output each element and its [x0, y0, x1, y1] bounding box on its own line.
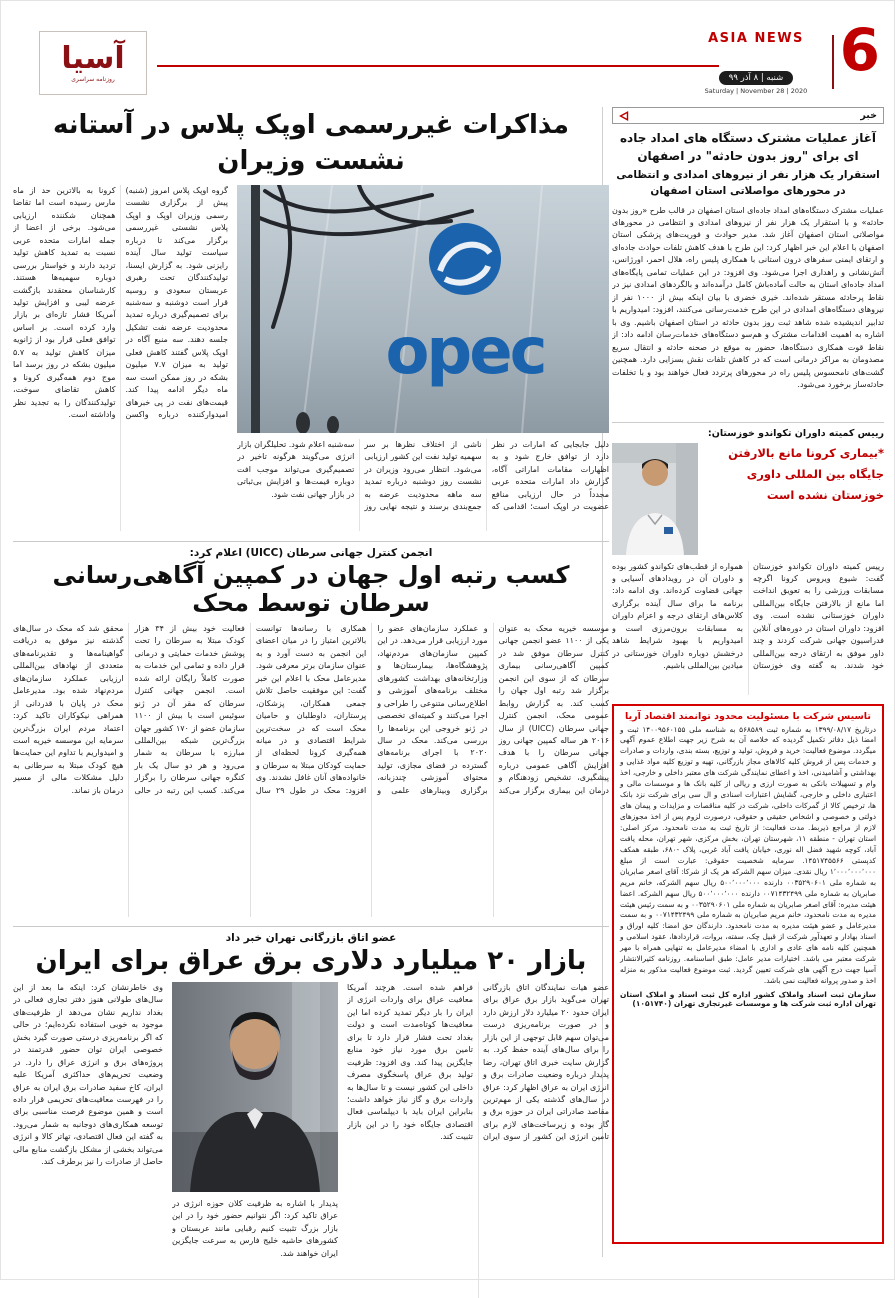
page-header — [11, 16, 884, 103]
brand-block — [686, 31, 826, 95]
iraq-body-right: عضو هیات نمایندگان اتاق بازرگانی تهران می‌گوید بازار برق عراق برای ایران حدود ۲۰ میلیارد دلار ارزش دارد و در صورت برنامه‌ریزی درست می‌توان سهم قابل توجهی از این بازار را برای سال‌های آینده حفظ کرد. به گزارش سایت خبری اتاق تهران، رضا پدیدار درباره وضعیت صادرات برق و انرژی ایران به عراق اظهار کرد: عراق در سال‌های گذشته یکی از مهم‌ترین مقاصد صادراتی ایران در حوزه برق و گاز بوده و زیرساخت‌های لازم برای تامین انرژی این کشور از سوی ایران فراهم شده است. هرچند آمریکا معافیت عراق برای واردات انرژی از ایران را بار دیگر تمدید کرده اما این معافیت‌ها کوتاه‌مدت است و دولت بغداد تحت فشار قرار دارد تا برای تامین برق مورد نیاز خود منابع جایگزین پیدا کند. وی افزود: ظرفیت تولید برق عراق پاسخگوی مصرف داخلی این کشور نیست و تا سال‌ها به واردات برق و گاز نیاز خواهد داشت؛ بنابراین ایران باید با دیپلماسی فعال اقتصادی جایگاه خود را در این بازار تثبیت کند. — [347, 982, 609, 1142]
article-opec — [13, 107, 609, 531]
page-number: 6 — [839, 16, 880, 84]
iraq-headline: بازار ۲۰ میلیارد دلاری برق عراق برای ایران — [35, 945, 587, 976]
article-kicker: رییس کمیته داوران تکواندو خوزستان: — [707, 427, 884, 439]
logo-wordmark: آسیا — [61, 41, 125, 77]
article-title-red: *بیماری کرونا مانع بالارفتن جایگاه بین المللی داوری خوزستان نشده است — [728, 445, 884, 503]
mahak-body: موسسه خیریه محک به عنوان یکی از ۱۱۰۰ عضو انجمن جهانی کنترل سرطان موفق شد در کمپین آگاهی‌رسانی بیماری سرطان که از سوی این انجمن برگزار شد رتبه اول جهان را کسب کند. به گزارش روابط عمومی محک، انجمن کنترل جهانی سرطان (UICC) از سال ۲۰۱۶ هر ساله کمپین جهانی روز جهانی سرطان را با هدف افزایش آگاهی عمومی درباره پیشگیری، تشخیص زودهنگام و درمان این بیماری برگزار می‌کند و عملکرد سازمان‌های عضو را مورد ارزیابی قرار می‌دهد. در این کمپین سازمان‌های مردم‌نهاد، پژوهشگاه‌ها، بیمارستان‌ها و وزارتخانه‌های بهداشت کشورهای مختلف برنامه‌های آموزشی و اطلاع‌رسانی متنوعی را طراحی و اجرا می‌کنند و کمیته‌ای تخصصی در ژنو خروجی این برنامه‌ها را بررسی می‌کند. محک در سال ۲۰۲۰ با اجرای برنامه‌های گسترده در فضای مجازی، تولید محتوای آموزشی چندزبانه، برگزاری وبینارهای علمی و همکاری با رسانه‌ها توانست بالاترین امتیاز را در میان اعضای این انجمن به دست آورد و به عنوان سازمان برتر معرفی شود. مدیرعامل محک با اعلام این خبر گفت: این موفقیت حاصل تلاش جمعی همکاران، پزشکان، پرستاران، داوطلبان و حامیان محک است که در سخت‌ترین شرایط اقتصادی و در میانه همه‌گیری کرونا لحظه‌ای از حمایت کودکان مبتلا به سرطان و خانواده‌های آنان غافل نشدند. وی افزود: محک در طول ۲۹ سال فعالیت خود بیش از ۳۴ هزار کودک مبتلا به سرطان را تحت پوشش خدمات حمایتی و درمانی قرار داده و تمامی این خدمات به صورت کاملاً رایگان ارائه شده است. انجمن جهانی کنترل سرطان که مقر آن در ژنو سوئیس است با بیش از ۱۱۰۰ سازمان عضو از ۱۷۰ کشور جهان بزرگ‌ترین شبکه بین‌المللی مبارزه با سرطان به شمار می‌رود و هر دو سال یک بار کنگره جهانی سرطان را برگزار می‌کند. کسب این رتبه در حالی محقق شد که محک در سال‌های گذشته نیز موفق به دریافت گواهینامه‌ها و تقدیرنامه‌های متعددی از نهادهای بین‌المللی ارزیابی عملکرد سازمان‌های مردم‌نهاد شده بود. مدیرعامل محک در پایان با قدردانی از همراهی نیکوکاران تاکید کرد: اعتماد مردم ایران بزرگ‌ترین سرمایه این موسسه خیریه است و امیدواریم با تداوم این حمایت‌ها هیچ کودک مبتلا به سرطانی به دلیل مشکلات مالی از مسیر درمان باز نماند. — [13, 623, 609, 795]
article-iraq — [13, 926, 609, 1298]
rail-section-label: خبر — [860, 110, 877, 121]
notice-title: تاسیس شرکت با مسئولیت محدود توانمند اقتصاد آریا — [625, 710, 871, 722]
notice-body: درتاریخ ۱۳۹۹/۰۸/۱۷ به شماره ثبت ۵۶۸۵۸۹ به شناسه ملی ۱۴۰۰۹۵۶۰۱۵۵ ثبت و امضا ذیل دفاتر تکمیل گردیده که خلاصه آن به شرح زیر جهت اطلاع عموم آگهی میگردد. موضوع فعالیت: خرید و فروش، تولید و توزیع، بسته بندی، واردات و صادرات و خدمات پس از فروش کلیه کالاهای مجاز بازرگانی، تهیه و توزیع کلیه مواد غذایی و بهداشتی و آشامیدنی، اخذ و اعطای نمایندگی شرکت های معتبر داخلی و خارجی، اخذ وام و تسهیلات بانکی به صورت ارزی و ریالی از کلیه بانک ها و موسسات مالی و اعتباری داخلی و خارجی، گشایش اعتبارات اسنادی و ال سی برای شرکت نزد بانک ها، ترخیص کالا از گمرکات داخلی، شرکت در کلیه مناقصات و مزایدات و پیمان های دولتی و خصوصی و اشخاص حقیقی و حقوقی، درصورت لزوم پس از اخذ مجوزهای لازم از مراجع ذیربط. مدت فعالیت: از تاریخ ثبت به مدت نامحدود. مرکز اصلی: استان تهران - منطقه ۱۱، شهرستان تهران، بخش مرکزی، شهر تهران، محله یافت آباد، کوچه شهید فضل اله نوری، خیابان یافت آباد غربی، پلاک -۶۸۰، طبقه همکف کدپستی ۱۴۵۱۷۴۵۵۶۶. سرمایه شخصیت حقوقی: عبارت است از مبلغ ۱٬۰۰۰٬۰۰۰٬۰۰۰ ریال نقدی. میزان سهم الشرکه هر یک از شرکا: آقای اصغر صابریان به شماره ملی ۰۰۳۵۲۹۰۶۰۱ دارنده ۵۰۰٬۰۰۰٬۰۰۰ ریال سهم الشرکه، خانم مریم صابریان به شماره ملی ۰۰۷۱۴۳۲۴۹۹ دارنده ۵۰۰٬۰۰۰٬۰۰۰ ریال سهم الشرکه. اعضا هیئت مدیره: آقای اصغر صابریان به شماره ملی ۰۰۳۵۲۹۰۶۰۱ و به سمت رئیس هیئت مدیره به مدت نامحدود، خانم مریم صابریان به شماره ملی ۰۰۷۱۴۳۲۴۹۹ و به سمت مدیرعامل و عضو هیئت مدیره به مدت نامحدود. دارندگان حق امضا: کلیه اوراق و اسناد بهادار و تعهدآور شرکت از قبیل چک، سفته، بروات، قراردادها، عقود اسلامی و همچنین کلیه نامه های عادی و اداری با امضاء مدیرعامل به تنهایی همراه با مهر شرکت معتبر می باشد. اختیارات مدیر عامل: طبق اساسنامه. روزنامه کثیرالانتشار آسیا جهت درج آگهی های شرکت تعیین گردید. ثبت موضوع فعالیت مذکور به منزله اخذ و صدور پروانه فعالیت نمی باشد. — [620, 724, 877, 986]
article-body: رییس کمیته داوران تکواندو خوزستان گفت: شیوع ویروس کرونا اگرچه مسابقات ورزشی را به تعویق انداخت اما مانع از بالارفتن جایگاه بین‌المللی داوران خوزستانی نشده است. وی افزود: داوران استان در دوره‌های آنلاین فدراسیون جهانی شرکت کردند و چند داور موفق به ارتقای درجه بین‌المللی خود شدند. به گفته وی خوزستان همواره از قطب‌های تکواندو کشور بوده و داوران آن در رویدادهای آسیایی و جهانی قضاوت کرده‌اند. وی ادامه داد: برنامه ما برای سال آینده برگزاری کلاس‌های ارتقای درجه و اعزام داوران به مسابقات برون‌مرزی است و امیدواریم با بهبود شرایط شاهد درخشش دوباره داوران خوزستانی در میادین بین‌المللی باشیم. — [612, 561, 884, 671]
article-title: آغاز عملیات مشترک دستگاه های امداد جاده ای برای "روز بدون حادثه" در اصفهان — [619, 131, 877, 163]
pagenum-divider — [832, 35, 834, 89]
opec-photo-stack — [237, 185, 609, 531]
article-subtitle: استقرار یک هزار نفر از نیروهای امدادی و انتظامی در محورهای مواصلاتی استان اصفهان — [616, 169, 880, 197]
iraq-layout — [13, 982, 609, 1298]
iraq-kicker: عضو اتاق بازرگانی تهران خبر داد — [225, 931, 397, 944]
article-khuzestan — [612, 422, 884, 695]
opec-body-side: گروه اوپک پلاس امروز (شنبه) پیش از برگزاری نشست رسمی وزیران اوپک و اوپک پلاس نشستی غیررسمی برگزار می‌کند تا درباره سیاست تولید سال آینده رایزنی شود. به گزارش ایسنا، تولیدکنندگان تحت رهبری عربستان سعودی و روسیه قرار است دوشنبه و سه‌شنبه برای تصمیم‌گیری درباره تمدید محدودیت عرضه نفت تشکیل جلسه دهند. سه منبع آگاه در اوپک پلاس گفتند کاهش فعلی تولید به میزان ۷.۷ میلیون بشکه در روز ممکن است سه ماه دیگر ادامه پیدا کند. قیمت‌های نفت در پی خبرهای امیدوارکننده درباره واکسن کرونا به بالاترین حد از ماه مارس رسیده است اما تقاضا همچنان شکننده ارزیابی می‌شود. برخی از اعضا از جمله امارات متحده عربی نسبت به تمدید کاهش تولید تردید دارند و خواستار بررسی دوباره سهمیه‌ها هستند. کارشناسان معتقدند بازگشت عرضه لیبی و افزایش تولید آمریکا فشار تازه‌ای بر بازار وارد کرده است. بر اساس توافق فعلی قرار بود از ژانویه میزان کاهش تولید به ۵.۷ میلیون بشکه در روز برسد اما موج دوم همه‌گیری کرونا و کاهش تقاضای سوخت، تولیدکنندگان را به تجدید نظر واداشته است. — [13, 185, 228, 420]
opec-photo — [237, 185, 609, 433]
businessman-photo — [172, 982, 338, 1192]
news-triangle-icon — [619, 106, 629, 125]
header-rule — [157, 65, 719, 67]
iraq-body-mid: پدیدار با اشاره به ظرفیت کلان حوزه انرژی در عراق تاکید کرد: اگر نتوانیم حضور خود را در این بازار بزرگ تثبیت کنیم رقبایی مانند عربستان و کشورهای حاشیه خلیج فارس به سرعت جایگزین ایران خواهند شد. — [172, 1198, 338, 1258]
logo-caption: روزنامه سراسری — [71, 75, 115, 83]
iraq-photo-column — [172, 982, 338, 1298]
english-date: Saturday | November 28 | 2020 — [704, 87, 808, 95]
opec-body-below: دلیل جابجایی که امارات در نظر دارد از توافق خارج شود و به اظهارات مقامات اماراتی آگاه، گزارش داد امارات متحده عربی مجدداً در حال ارزیابی منافع عضویت در اوپک است؛ اقدامی که ناشی از اختلاف نظرها بر سر سهمیه تولید نفت این کشور ارزیابی می‌شود. انتظار می‌رود وزیران در نشست روز دوشنبه درباره تمدید سه ماهه محدودیت عرضه به جمع‌بندی برسند و نتیجه نهایی روز سه‌شنبه اعلام شود. تحلیلگران بازار انرژی می‌گویند هرگونه تاخیر در تصمیم‌گیری می‌تواند موجب افت دوباره قیمت‌ها و افزایش بی‌ثباتی در بازار جهانی نفت شود. — [237, 439, 609, 512]
referee-photo — [612, 443, 698, 555]
opec-layout — [13, 185, 609, 531]
iraq-body-left: وی خاطرنشان کرد: اینکه ما بعد از این سال‌های طولانی هنوز دفتر تجاری فعالی در بغداد نداریم نشان می‌دهد از ظرفیت‌های موجود به خوبی استفاده نکرده‌ایم؛ در حالی که اگر برنامه‌ریزی درستی صورت گیرد بخش خصوصی ایران توان حضور قدرتمند در پروژه‌های برق و انرژی عراق را دارد. در وضعیت تحریم‌های حداکثری آمریکا علیه ایران، کاخ سفید صادرات برق ایران به عراق را در فهرست معافیت‌های تحریمی قرار داده است و همین موضوع فرصت مناسبی برای توسعه همکاری‌های دوجانبه به شمار می‌رود. به گفته این فعال اقتصادی، تهاتر کالا و انرژی می‌تواند بخشی از مشکل بازگشت منابع مالی حاصل از صادرات را نیز برطرف کند. — [13, 982, 163, 1167]
news-rail — [612, 107, 884, 1244]
newspaper-logo — [39, 31, 147, 95]
opec-headline: مذاکرات غیررسمی اوپک پلاس در آستانه نشست وزیران — [53, 110, 569, 177]
article-body: عملیات مشترک دستگاه‌های امداد جاده‌ای استان اصفهان در قالب طرح «روز بدون حادثه» و با استقرار یک هزار نفر از نیروهای امدادی و انتظامی در محورهای مواصلاتی استان اصفهان آغاز شد. مدیر حوادث و فوریت‌های پزشکی استان اصفهان با اعلام این خبر اظهار کرد: این طرح با هدف کاهش تلفات حوادث جاده‌ای و ارتقای ایمنی سفرهای درون استانی با همکاری پلیس راه، هلال احمر، اورژانس، آتش‌نشانی و راهداری اجرا می‌شود. وی افزود: در این عملیات تمامی پایگاه‌های امداد جاده‌ای استان به حالت آماده‌باش کامل درآمده‌اند و بالگردهای امدادی نیز در نقاط پرحادثه مستقر شده‌اند. خیری خضری با بیان اینکه بیش از ۱۰۰۰ نفر از نیروهای دستگاه‌های امدادی در این طرح خدمت‌رسانی می‌کنند، افزود: امیدواریم با تدابیر اندیشیده شده شاهد ثبت روز بدون حادثه در استان اصفهان باشیم. وی با اشاره به اهمیت اقدامات مشترک و هم‌سو دستگاه‌های خدمات‌رسان ادامه داد: از نقاط قوت همکاری دستگاه‌ها، حضور به موقع در صحنه حادثه و انتقال سریع مصدومان به مراکز درمانی است که در کاهش تلفات نقش بسزایی دارد. همچنین گشت‌های نامحسوس پلیس راه در محورهای پرتردد فعال خواهند بود و با تخلفات حادثه‌ساز برخورد می‌شود. — [612, 205, 884, 390]
article-title-row — [612, 443, 884, 555]
rail-section-header — [612, 107, 884, 124]
article-isfahan — [612, 129, 884, 415]
svg-text:opec: opec — [385, 314, 545, 389]
persian-date-badge: شنبه | ۸ آذر ۹۹ — [719, 71, 793, 85]
mahak-kicker: انجمن کنترل جهانی سرطان (UICC) اعلام کرد: — [189, 546, 433, 559]
company-notice-box — [612, 704, 884, 1244]
brand-title: ASIA NEWS — [708, 31, 804, 46]
article-mahak — [13, 541, 609, 917]
notice-footer: سازمان ثبت اسناد واملاک کشور اداره کل ثبت اسناد و املاک استان تهران اداره ثبت شرکت ها و موسسات غیرتجاری تهران (۱۰۵۱۷۴۰) — [620, 990, 876, 1008]
mahak-headline: کسب رتبه اول جهان در کمپین آگاهی‌رسانی سرطان توسط محک — [52, 560, 570, 617]
main-column — [13, 107, 609, 1298]
